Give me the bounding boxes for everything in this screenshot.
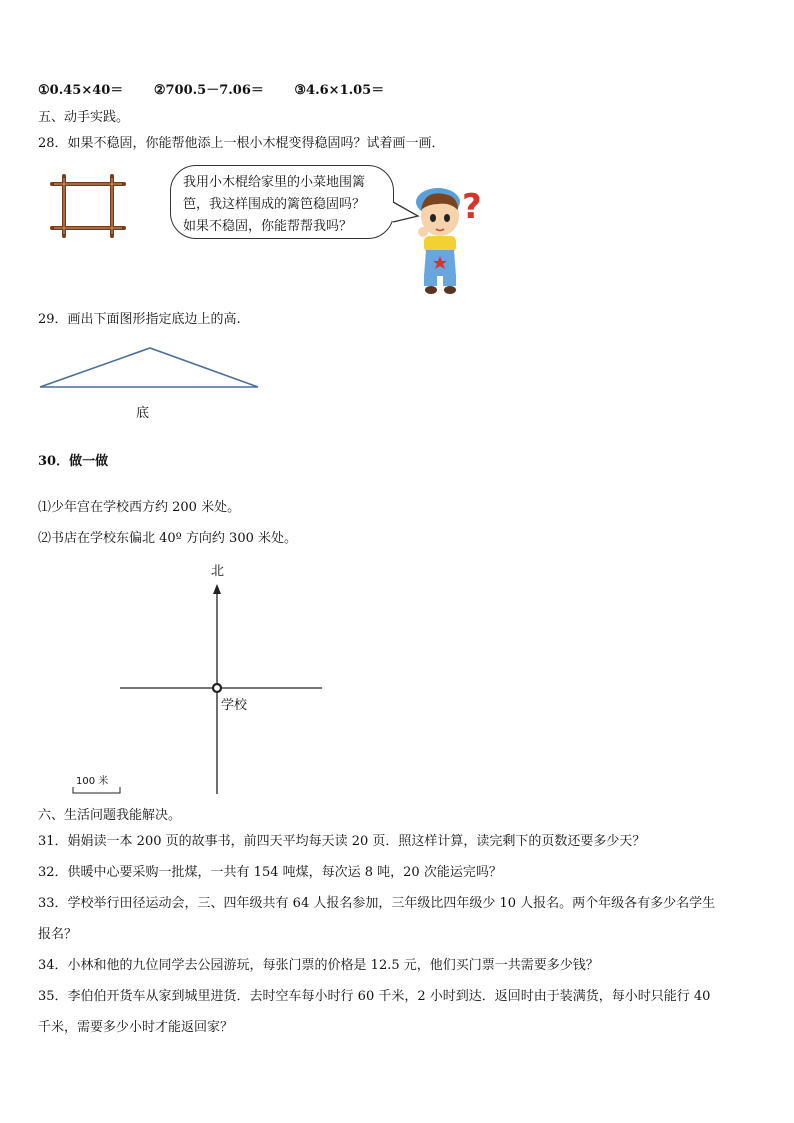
scale-label: 100 米 xyxy=(76,776,109,787)
question-28-text: 28．如果不稳固，你能帮他添上一根小木棍变得稳固吗？试着画一画． xyxy=(38,136,445,151)
svg-text:?: ? xyxy=(462,187,482,227)
question-32-text: 32．供暖中心要采购一批煤，一共有 154 吨煤，每次运 8 吨，20 次能运完吗？ xyxy=(38,865,502,880)
triangle-figure xyxy=(38,346,260,390)
speech-bubble xyxy=(170,165,394,239)
bubble-line-1: 我用小木棍给家里的小菜地围篱 xyxy=(183,175,366,190)
question-30-sub-1: ⑴少年宫在学校西方约 200 米处。 xyxy=(38,500,241,515)
north-label: 北 xyxy=(211,564,225,579)
question-33-line-2: 报名？ xyxy=(38,927,78,942)
question-31-text: 31．娟娟读一本 200 页的故事书，前四天平均每天读 20 页．照这样计算，读完剩下的页数还要多少天？ xyxy=(38,834,646,849)
question-30-sub-2: ⑵书店在学校东偏北 40º 方向约 300 米处。 xyxy=(38,531,297,546)
bubble-line-3: 如果不稳固，你能帮帮我吗？ xyxy=(183,219,353,234)
cartoon-boy-image xyxy=(410,180,492,298)
question-34-text: 34．小林和他的九位同学去公园游玩，每张门票的价格是 12.5 元，他们买门票一共需要多少钱？ xyxy=(38,958,599,973)
stick-square-figure xyxy=(52,176,126,236)
question-29-text: 29．画出下面图形指定底边上的高. xyxy=(38,312,241,327)
scale-bar xyxy=(72,786,122,794)
calc-item-2: ②700.5－7.06＝ xyxy=(153,83,264,98)
bubble-line-2: 笆，我这样围成的篱笆稳固吗？ xyxy=(183,197,366,212)
question-35-line-2: 千米，需要多少小时才能返回家？ xyxy=(38,1020,234,1035)
school-label: 学校 xyxy=(221,698,248,713)
question-30-text: 30．做一做 xyxy=(38,454,109,469)
section-5-title: 五、动手实践。 xyxy=(38,110,130,125)
calc-item-3: ③4.6×1.05＝ xyxy=(294,83,385,98)
question-33-line-1: 33．学校举行田径运动会，三、四年级共有 64 人报名参加，三年级比四年级少 10 人报名。两个年级各有多少名学生 xyxy=(38,896,716,911)
calc-row xyxy=(38,82,410,100)
question-35-line-1: 35．李伯伯开货车从家到城里进货．去时空车每小时行 60 千米，2 小时到达．返回时由于装满货，每小时只能行 40 xyxy=(38,989,711,1004)
section-6-title: 六、生活问题我能解决。 xyxy=(38,808,182,823)
direction-diagram xyxy=(118,582,324,796)
triangle-base-label: 底 xyxy=(136,406,150,421)
calc-item-1: ①0.45×40＝ xyxy=(38,83,124,98)
